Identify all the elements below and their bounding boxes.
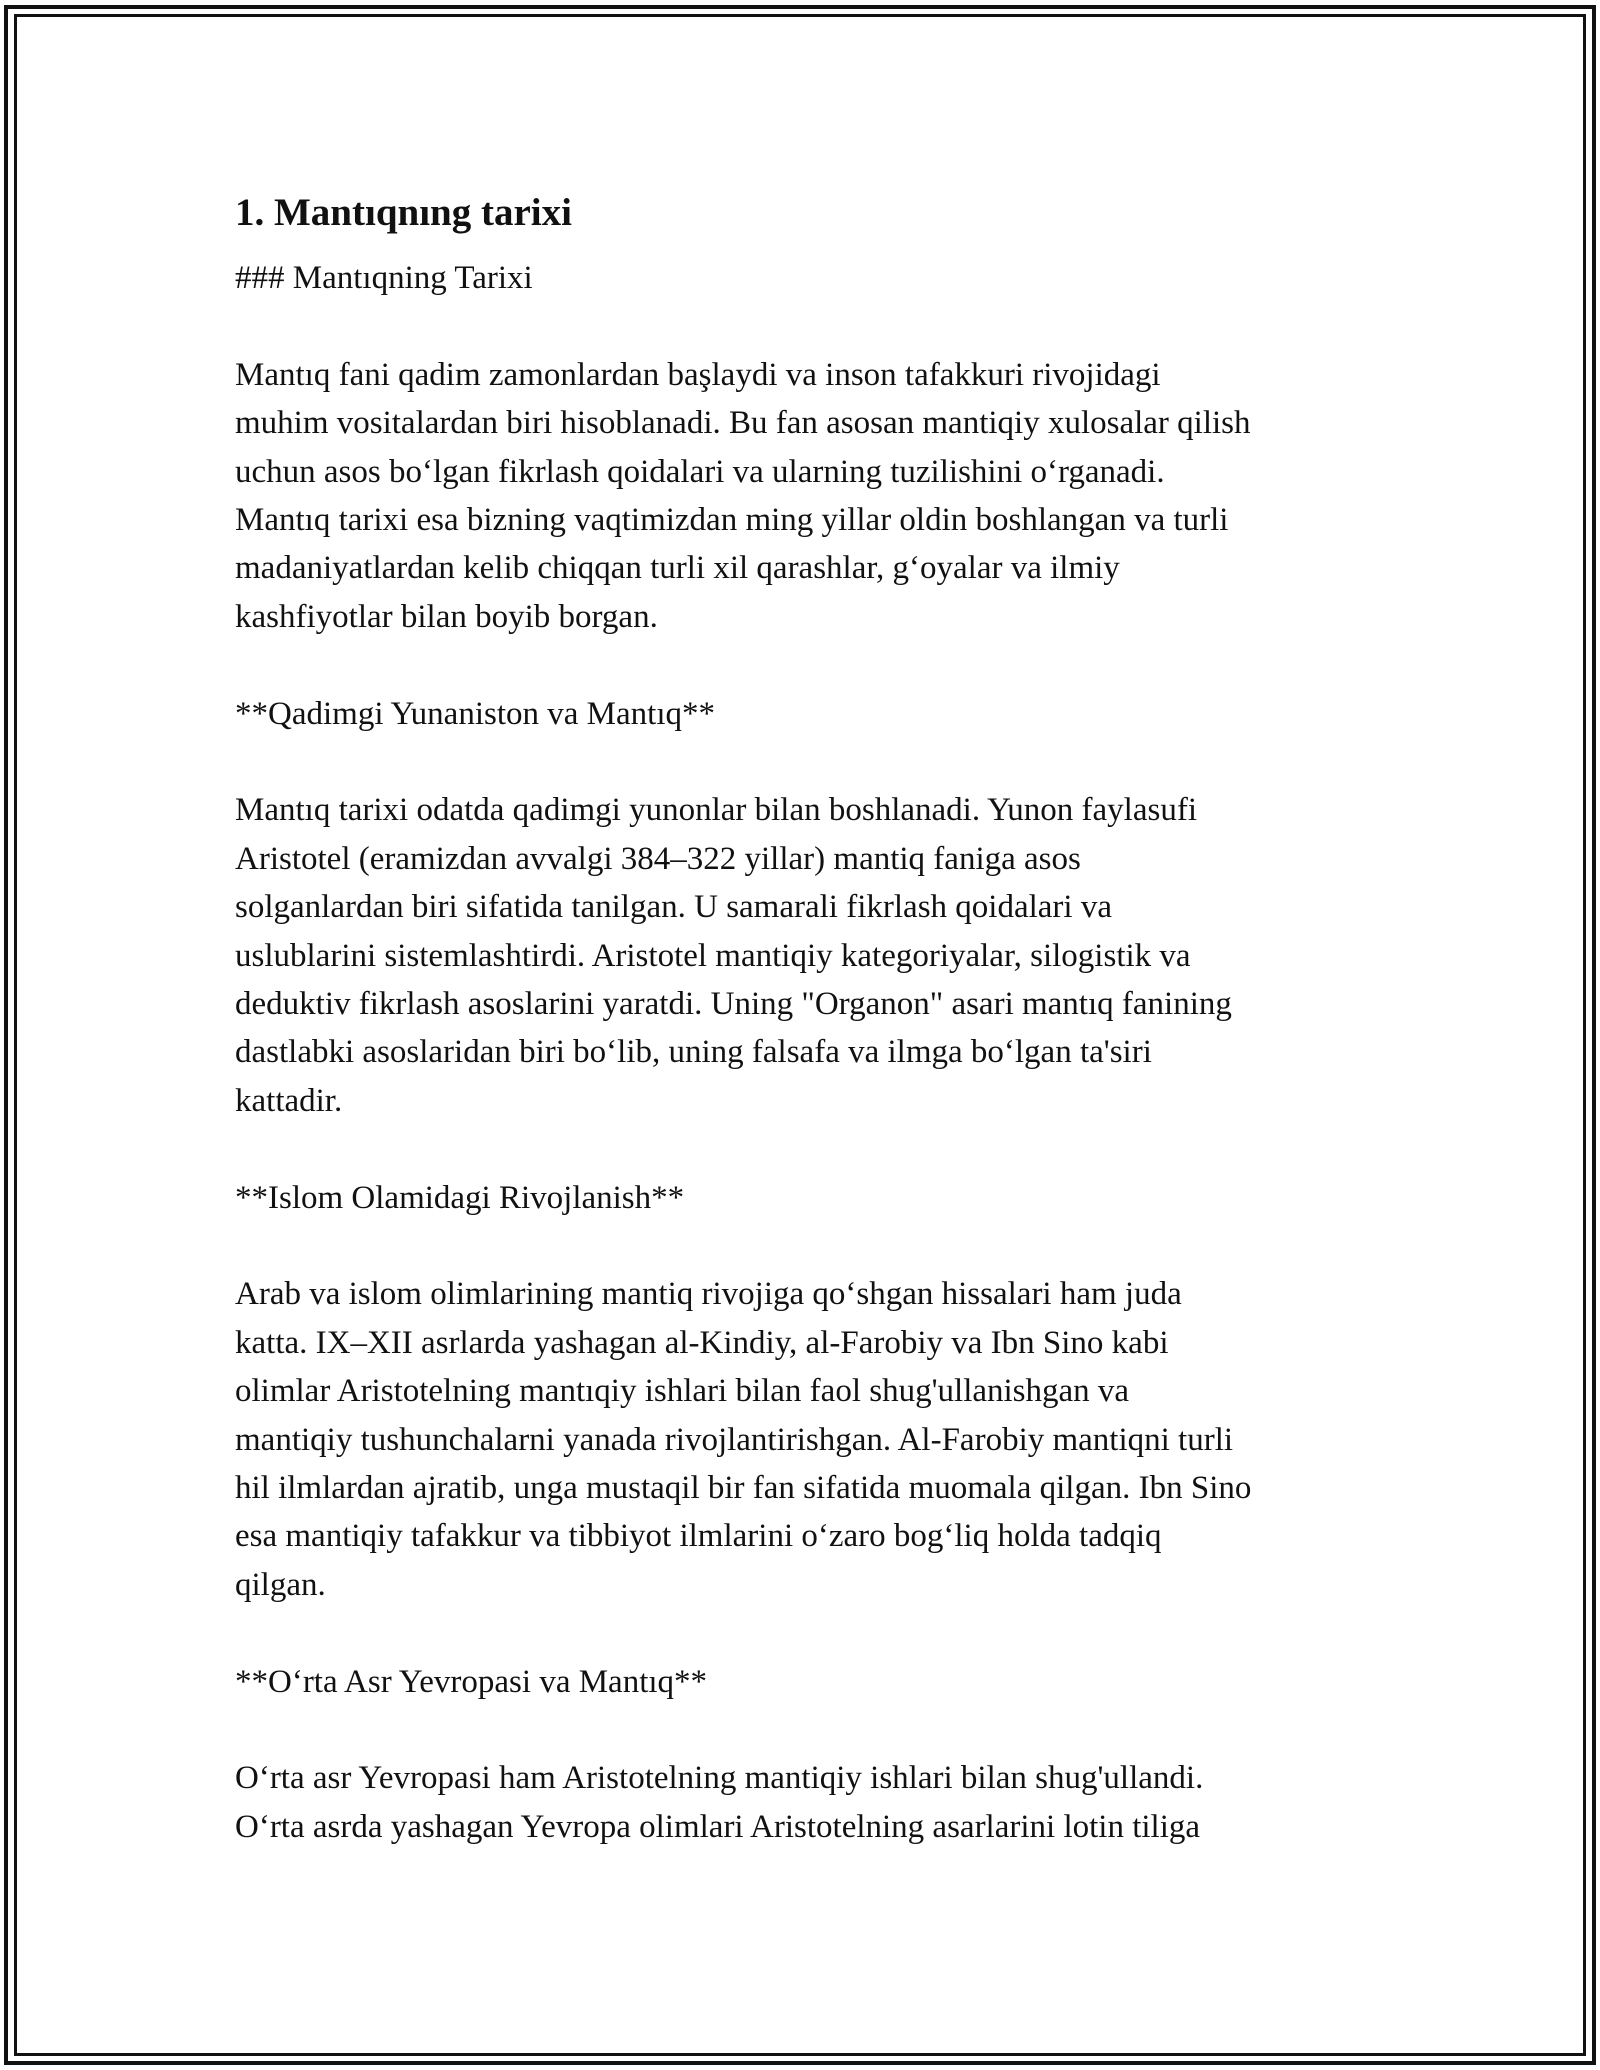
paragraph-greece: Mantıq tarixi odatda qadimgi yunonlar bilan boshlanadi. Yunon faylasufi Aristotel (eramizdan avvalgi 384–322 yillar) mantiq faniga asos solganlardan biri sifatida tanilgan. U samarali fikrlash qoidalari va uslublarini sistemlashtirdi. Aristotel mantiqiy kategoriyalar, silogistik va deduktiv fikrlash asoslarini yaratdi. Uning "Organon" asari mantıq fanining dastlabki asoslaridan biri boʻlib, uning falsafa va ilmga boʻlgan ta'siri kattadir. (235, 792, 1232, 1119)
section-heading-islam: **Islom Olamidagi Rivojlanish** (235, 1179, 685, 1216)
section-heading-europe: **Oʻrta Asr Yevropasi va Mantıq** (235, 1663, 708, 1700)
paragraph-islam: Arab va islom olimlarining mantiq rivojiga qoʻshgan hissalari ham juda katta. IX–XII asrlarda yashagan al-Kindiy, al-Farobiy va Ibn Sino kabi olimlar Aristotelning mantıqiy ishlari bilan faol shug'ullanishgan va mantiqiy tushunchalarni yanada rivojlantirishgan. Al-Farobiy mantiqni turli hil ilmlardan ajratib, unga mustaqil bir fan sifatida muomala qilgan. Ibn Sino esa mantiqiy tafakkur va tibbiyot ilmlarini oʻzaro bogʻliq holda tadqiq qilgan. (235, 1276, 1252, 1603)
section-heading-greece: **Qadimgi Yunaniston va Mantıq** (235, 695, 715, 732)
markdown-heading: ### Mantıqning Tarixi (235, 260, 533, 296)
paragraph-europe: Oʻrta asr Yevropasi ham Aristotelning mantiqiy ishlari bilan shug'ullandi. Oʻrta asrda yashagan Yevropa olimlari Aristotelning asarlarini lotin tiliga (235, 1760, 1204, 1845)
document-title: 1. Mantıqnıng tarixi (235, 191, 572, 234)
document-body (235, 184, 1385, 1851)
paragraph-intro: Mantıq fani qadim zamonlardan başlaydi va inson tafakkuri rivojidagi muhim vositalardan biri hisoblanadi. Bu fan asosan mantiqiy xulosalar qilish uchun asos boʻlgan fikrlash qoidalari va ularning tuzilishini oʻrganadi. Mantıq tarixi esa bizning vaqtimizdan ming yillar oldin boshlangan va turli madaniyatlardan kelib chiqqan turli xil qarashlar, gʻoyalar va ilmiy kashfiyotlar bilan boyib borgan. (235, 356, 1251, 635)
